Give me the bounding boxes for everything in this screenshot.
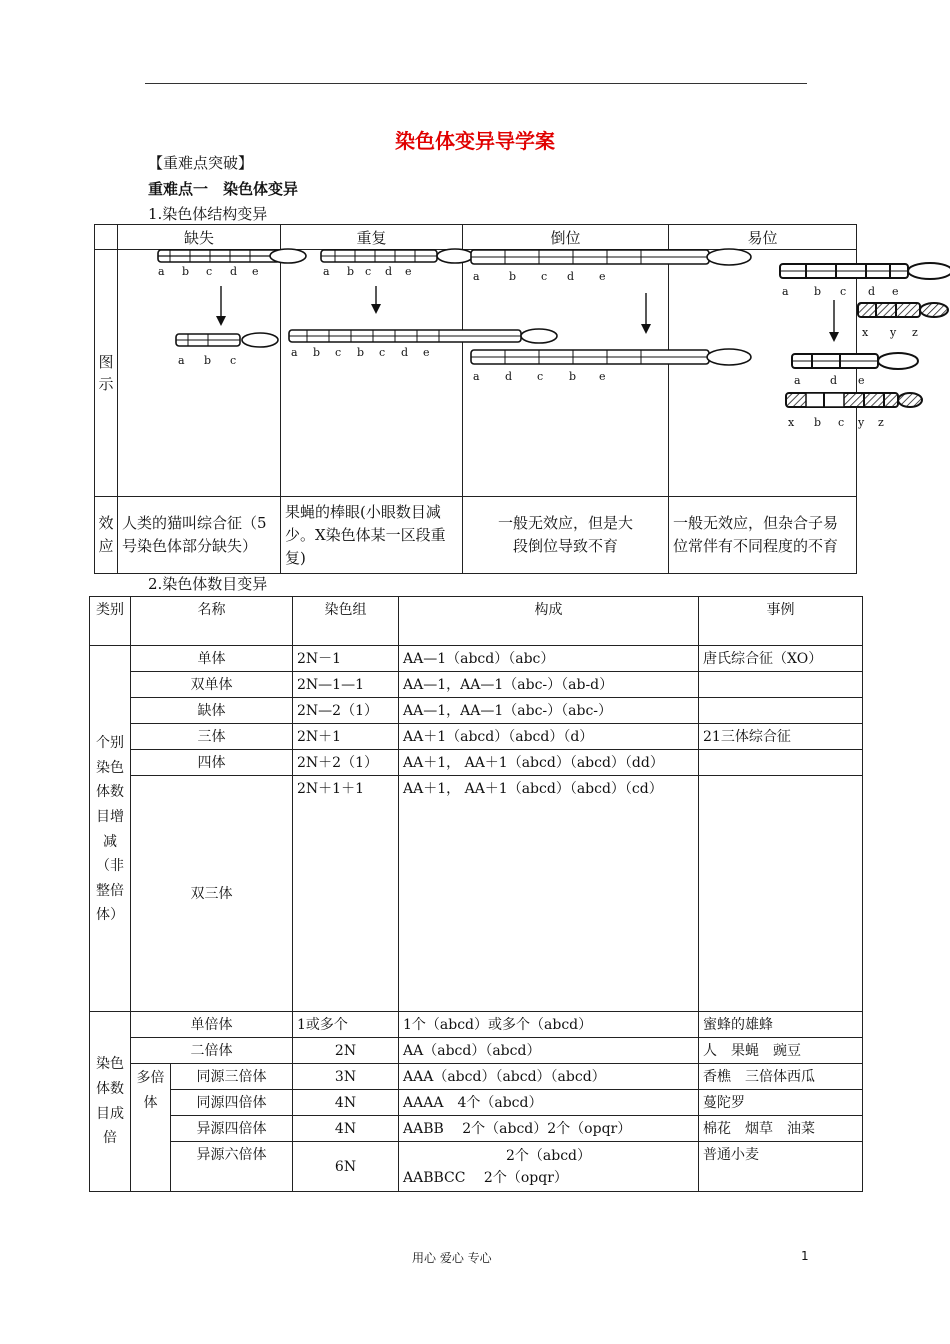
row-name: 三体 xyxy=(131,724,293,750)
effect-label: 效应 xyxy=(95,497,118,574)
label-c: c xyxy=(365,265,372,278)
header-translocation: 易位 xyxy=(669,225,857,250)
row-composition: AA＋1（abcd）（abcd）（d） xyxy=(399,724,699,750)
label-d: d xyxy=(230,265,238,278)
label-c: c xyxy=(840,285,847,298)
label-a: a xyxy=(158,265,165,278)
row-name: 单倍体 xyxy=(131,1012,293,1038)
label-c: c xyxy=(541,270,548,283)
row-composition: AA（abcd）（abcd） xyxy=(399,1038,699,1064)
row-example xyxy=(699,698,863,724)
row-set: 2N xyxy=(293,1038,399,1064)
label-b: b xyxy=(814,285,822,298)
label-d: d xyxy=(401,346,409,359)
page-number: 1 xyxy=(801,1249,809,1263)
label-z: z xyxy=(912,326,918,339)
header-rule xyxy=(145,83,807,84)
label-d: d xyxy=(385,265,393,278)
row-name: 异源四倍体 xyxy=(171,1116,293,1142)
deletion-diagram-cell xyxy=(118,250,281,497)
label-c: c xyxy=(379,346,386,359)
row-composition: AABB 2个（abcd）2个（opqr） xyxy=(399,1116,699,1142)
label-a: a xyxy=(473,370,480,383)
row-example xyxy=(699,672,863,698)
header-composition: 构成 xyxy=(399,597,699,646)
row-set: 1或多个 xyxy=(293,1012,399,1038)
label-y: y xyxy=(890,326,897,339)
row-set: 4N xyxy=(293,1090,399,1116)
footer-text: 用心 爱心 专心 xyxy=(412,1251,492,1265)
row-composition: AA＋1， AA＋1（abcd）（abcd）（cd） xyxy=(399,776,699,1012)
row-example: 唐氏综合征（XO） xyxy=(699,646,863,672)
number-variation-table xyxy=(89,596,863,1192)
row-set: 2N—1—1 xyxy=(293,672,399,698)
diagram-label: 图示 xyxy=(95,250,118,497)
row-example: 蔓陀罗 xyxy=(699,1090,863,1116)
translocation-diagram-cell xyxy=(669,250,918,497)
row-composition: AA—1（abcd）（abc） xyxy=(399,646,699,672)
subheading-number: 2.染色体数目变异 xyxy=(148,575,268,593)
row-set: 2N＋2（1） xyxy=(293,750,399,776)
row-name: 异源六倍体 xyxy=(171,1142,293,1192)
row-set: 2N－1 xyxy=(293,646,399,672)
inversion-diagram-cell xyxy=(463,250,669,497)
header-example: 事例 xyxy=(699,597,863,646)
row-example xyxy=(699,750,863,776)
row-set: 2N—2（1） xyxy=(293,698,399,724)
label-c: c xyxy=(838,416,845,429)
group2-label: 染色体数目成倍 xyxy=(90,1012,131,1192)
row-name: 同源四倍体 xyxy=(171,1090,293,1116)
effect-inversion: 一般无效应，但是大段倒位导致不育 xyxy=(463,497,669,574)
label-c: c xyxy=(230,354,237,367)
row-example: 棉花 烟草 油菜 xyxy=(699,1116,863,1142)
label-b: b xyxy=(814,416,822,429)
effect-duplication: 果蝇的棒眼(小眼数目减少。X染色体某一区段重复) xyxy=(281,497,463,574)
row-set: 6N xyxy=(293,1142,399,1192)
page-title: 染色体变异导学案 xyxy=(395,129,555,153)
row-composition: AAAA 4个（abcd） xyxy=(399,1090,699,1116)
row-name: 同源三倍体 xyxy=(171,1064,293,1090)
effect-deletion: 人类的猫叫综合征（5号染色体部分缺失） xyxy=(118,497,281,574)
inversion-diagram xyxy=(463,250,669,492)
label-b: b xyxy=(569,370,577,383)
label-b: b xyxy=(182,265,190,278)
polyploid-label: 多倍体 xyxy=(131,1064,171,1192)
row-example: 人 果蝇 豌豆 xyxy=(699,1038,863,1064)
row-name: 二倍体 xyxy=(131,1038,293,1064)
label-c: c xyxy=(335,346,342,359)
translocation-diagram xyxy=(669,250,918,492)
label-a: a xyxy=(782,285,789,298)
label-a: a xyxy=(473,270,480,283)
subheading-structure: 1.染色体结构变异 xyxy=(148,205,268,223)
label-e: e xyxy=(599,270,606,283)
deletion-diagram xyxy=(118,250,281,492)
label-d: d xyxy=(868,285,876,298)
row-composition: AA＋1， AA＋1（abcd）（abcd）（dd） xyxy=(399,750,699,776)
label-b: b xyxy=(204,354,212,367)
label-a: a xyxy=(323,265,330,278)
row-name: 单体 xyxy=(131,646,293,672)
row-example: 21三体综合征 xyxy=(699,724,863,750)
composition-line2: AABBCC 2个（opqr） xyxy=(403,1169,568,1186)
row-set: 2N＋1 xyxy=(293,724,399,750)
row-composition: AAA（abcd）（abcd）（abcd） xyxy=(399,1064,699,1090)
label-d: d xyxy=(830,374,838,387)
section-heading: 【重难点突破】 xyxy=(148,154,254,172)
header-set: 染色组 xyxy=(293,597,399,646)
label-b: b xyxy=(347,265,355,278)
row-set: 3N xyxy=(293,1064,399,1090)
row-composition: AA—1，AA—1（abc-）（abc-） xyxy=(399,698,699,724)
structure-variation-table xyxy=(94,224,918,574)
label-a: a xyxy=(794,374,801,387)
label-b: b xyxy=(509,270,517,283)
label-x: x xyxy=(788,416,795,429)
duplication-diagram xyxy=(281,250,463,492)
header-deletion: 缺失 xyxy=(118,225,281,250)
label-e: e xyxy=(892,285,899,298)
label-e: e xyxy=(858,374,865,387)
row-composition xyxy=(399,1142,699,1192)
label-d: d xyxy=(567,270,575,283)
header-name: 名称 xyxy=(131,597,293,646)
row-name: 双单体 xyxy=(131,672,293,698)
label-c: c xyxy=(537,370,544,383)
header-duplication: 重复 xyxy=(281,225,463,250)
label-e: e xyxy=(599,370,606,383)
row-composition: 1个（abcd）或多个（abcd） xyxy=(399,1012,699,1038)
label-b: b xyxy=(313,346,321,359)
header-inversion: 倒位 xyxy=(463,225,669,250)
label-x: x xyxy=(862,326,869,339)
label-b: b xyxy=(357,346,365,359)
label-c: c xyxy=(206,265,213,278)
label-y: y xyxy=(858,416,865,429)
row-set: 4N xyxy=(293,1116,399,1142)
label-z: z xyxy=(878,416,884,429)
label-e: e xyxy=(405,265,412,278)
header-category: 类别 xyxy=(90,597,131,646)
composition-line1: 2个（abcd） xyxy=(505,1147,592,1164)
row-name: 缺体 xyxy=(131,698,293,724)
label-d: d xyxy=(505,370,513,383)
row-set: 2N＋1＋1 xyxy=(293,776,399,1012)
point-heading: 重难点一 染色体变异 xyxy=(148,180,299,198)
duplication-diagram-cell xyxy=(281,250,463,497)
row-example: 香樵 三倍体西瓜 xyxy=(699,1064,863,1090)
label-e: e xyxy=(423,346,430,359)
row-example: 普通小麦 xyxy=(699,1142,863,1192)
row-example xyxy=(699,776,863,1012)
group1-label: 个别染色体数目增减（非整倍体） xyxy=(90,646,131,1012)
effect-translocation: 一般无效应，但杂合子易位常伴有不同程度的不育 xyxy=(669,497,857,574)
row-name: 四体 xyxy=(131,750,293,776)
label-a: a xyxy=(178,354,185,367)
row-example: 蜜蜂的雄蜂 xyxy=(699,1012,863,1038)
row-name: 双三体 xyxy=(131,776,293,1012)
row-composition: AA—1，AA—1（abc-）（ab-d） xyxy=(399,672,699,698)
label-e: e xyxy=(252,265,259,278)
label-a: a xyxy=(291,346,298,359)
